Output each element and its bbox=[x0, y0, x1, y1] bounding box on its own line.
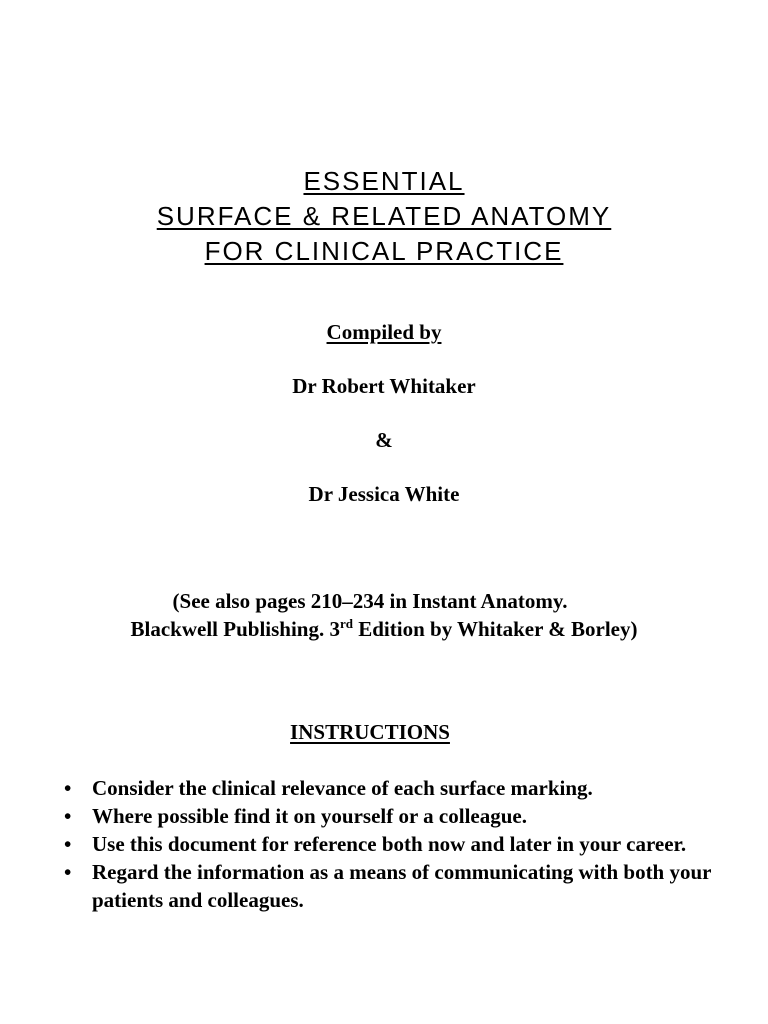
document-title bbox=[0, 164, 768, 269]
title-line-3: FOR CLINICAL PRACTICE bbox=[204, 236, 564, 266]
author-name: Dr Robert Whitaker bbox=[292, 374, 476, 398]
bullet-icon: • bbox=[64, 776, 72, 800]
reference-line: Blackwell Publishing. 3rd Edition by Whitaker & Borley) bbox=[130, 616, 638, 641]
instructions-heading: INSTRUCTIONS bbox=[290, 720, 450, 744]
bullet-icon: • bbox=[64, 804, 72, 828]
instruction-item: • Where possible find it on yourself or a colleague. bbox=[64, 804, 527, 828]
reference-note bbox=[0, 587, 740, 643]
bullet-icon: • bbox=[64, 832, 72, 856]
instruction-item: • Use this document for reference both now and later in your career. bbox=[64, 832, 687, 856]
compiled-by-label: Compiled by bbox=[326, 320, 442, 344]
author-name: Dr Jessica White bbox=[308, 482, 460, 506]
title-line-1: ESSENTIAL bbox=[303, 166, 465, 196]
bullet-icon: • bbox=[64, 860, 72, 884]
instruction-item: • Regard the information as a means of communicating with both your patients and colleagues. bbox=[64, 860, 712, 912]
title-line-2: SURFACE & RELATED ANATOMY bbox=[156, 201, 612, 231]
reference-line: (See also pages 210–234 in Instant Anatomy. bbox=[172, 589, 568, 613]
instruction-item: • Consider the clinical relevance of each surface marking. bbox=[64, 776, 593, 800]
author-separator: & bbox=[375, 428, 393, 452]
instructions-list bbox=[60, 774, 720, 914]
